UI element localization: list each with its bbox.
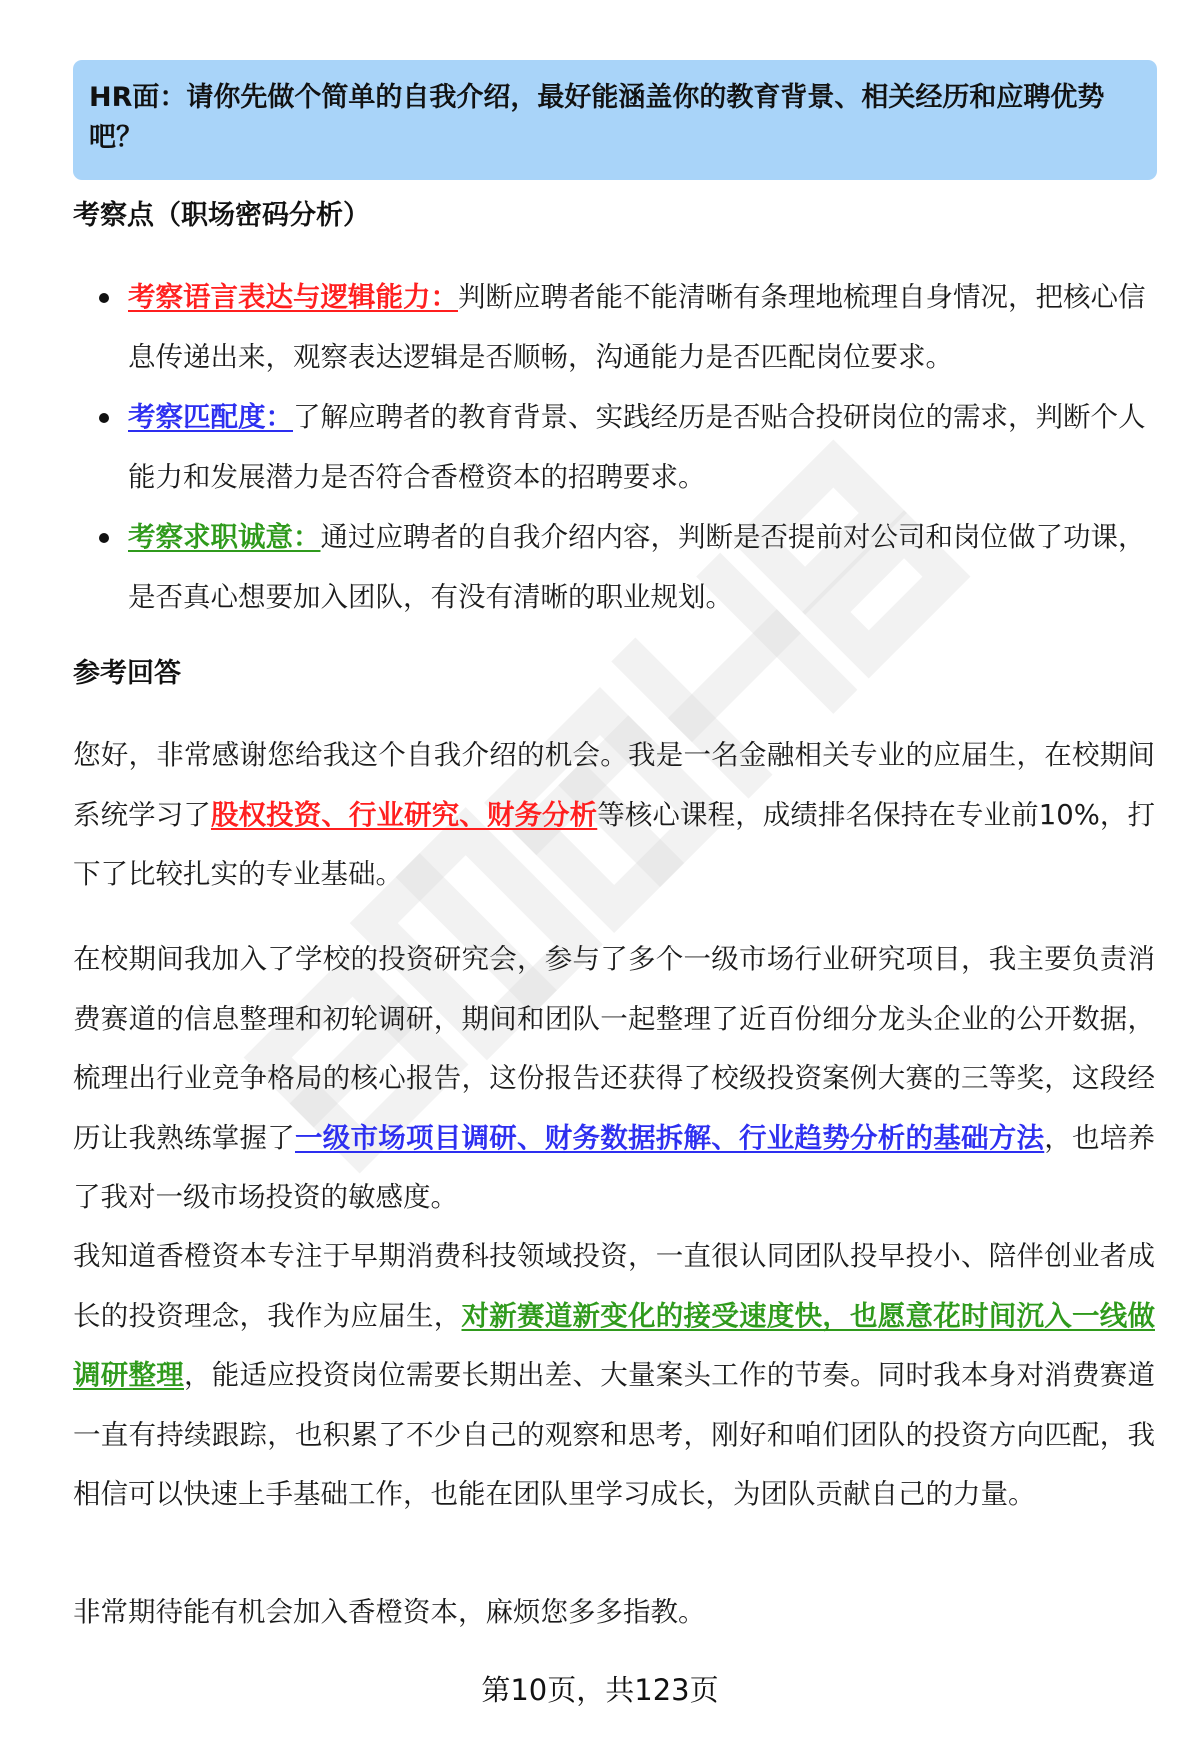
page-number: 第10页，共123页 [481, 1673, 719, 1707]
bullet-text: 通过应聘者的自我介绍内容，判断是否提前对公司和岗位做了功课，是否真心想要加入团队，有没有清晰的职业规划。 [128, 521, 1146, 613]
answer-text: 您好，非常感谢您给我这个自我介绍的机会。我是一名金融相关专业的应届生，在校期间系统学习了 [73, 739, 1155, 831]
bullet-keyword: 考察匹配度： [128, 401, 293, 433]
bullet-keyword: 考察语言表达与逻辑能力： [128, 281, 458, 313]
bullet-dot-icon [99, 533, 109, 543]
list-item [73, 267, 1153, 387]
answer-text: 等核心课程，成绩排名保持在专业前10%，打下了比较扎实的专业基础。 [73, 798, 1156, 890]
section-title-assessment: 考察点（职场密码分析） [73, 200, 370, 231]
list-item [73, 387, 1153, 507]
answer-paragraph-1 [73, 726, 1155, 905]
answer-text: 在校期间我加入了学校的投资研究会，参与了多个一级市场行业研究项目，我主要负责消费赛道的信息整理和初轮调研，期间和团队一起整理了近百份细分龙头企业的公开数据，梳理出行业竞争格局的核心报告，这份报告还获得了校级投资案例大赛的三等奖，这段经历让我熟练掌握了 [73, 943, 1155, 1154]
answer-paragraph-4: 非常期待能有机会加入香橙资本，麻烦您多多指教。 [73, 1596, 706, 1628]
assessment-list [73, 267, 1153, 627]
bullet-dot-icon [99, 413, 109, 423]
bullet-text: 了解应聘者的教育背景、实践经历是否贴合投研岗位的需求，判断个人能力和发展潜力是否符合香橙资本的招聘要求。 [128, 401, 1146, 493]
question-text: HR面：请你先做个简单的自我介绍，最好能涵盖你的教育背景、相关经历和应聘优势吧？ [89, 82, 1105, 153]
answer-paragraph-3 [73, 1227, 1155, 1525]
section-title-answer: 参考回答 [73, 658, 181, 689]
bullet-dot-icon [99, 293, 109, 303]
answer-text: ，也培养了我对一级市场投资的敏感度。 [73, 1121, 1155, 1213]
answer-paragraph-2 [73, 930, 1155, 1228]
answer-keyword: 一级市场项目调研、财务数据拆解、行业趋势分析的基础方法 [295, 1121, 1045, 1154]
question-box [73, 60, 1157, 180]
answer-keyword: 股权投资、行业研究、财务分析 [210, 798, 598, 831]
answer-text: 我知道香橙资本专注于早期消费科技领域投资，一直很认同团队投早投小、陪伴创业者成长的投资理念，我作为应届生， [73, 1240, 1155, 1332]
answer-text: ，能适应投资岗位需要长期出差、大量案头工作的节奏。同时我本身对消费赛道一直有持续跟踪，也积累了不少自己的观察和思考，刚好和咱们团队的投资方向匹配，我相信可以快速上手基础工作，也能在团队里学习成长，为团队贡献自己的力量。 [73, 1359, 1155, 1510]
list-item [73, 507, 1153, 627]
answer-keyword: 对新赛道新变化的接受速度快，也愿意花时间沉入一线做调研整理 [73, 1299, 1155, 1391]
bullet-text: 判断应聘者能不能清晰有条理地梳理自身情况，把核心信息传递出来，观察表达逻辑是否顺畅，沟通能力是否匹配岗位要求。 [128, 281, 1146, 373]
bullet-keyword: 考察求职诚意： [128, 521, 321, 553]
